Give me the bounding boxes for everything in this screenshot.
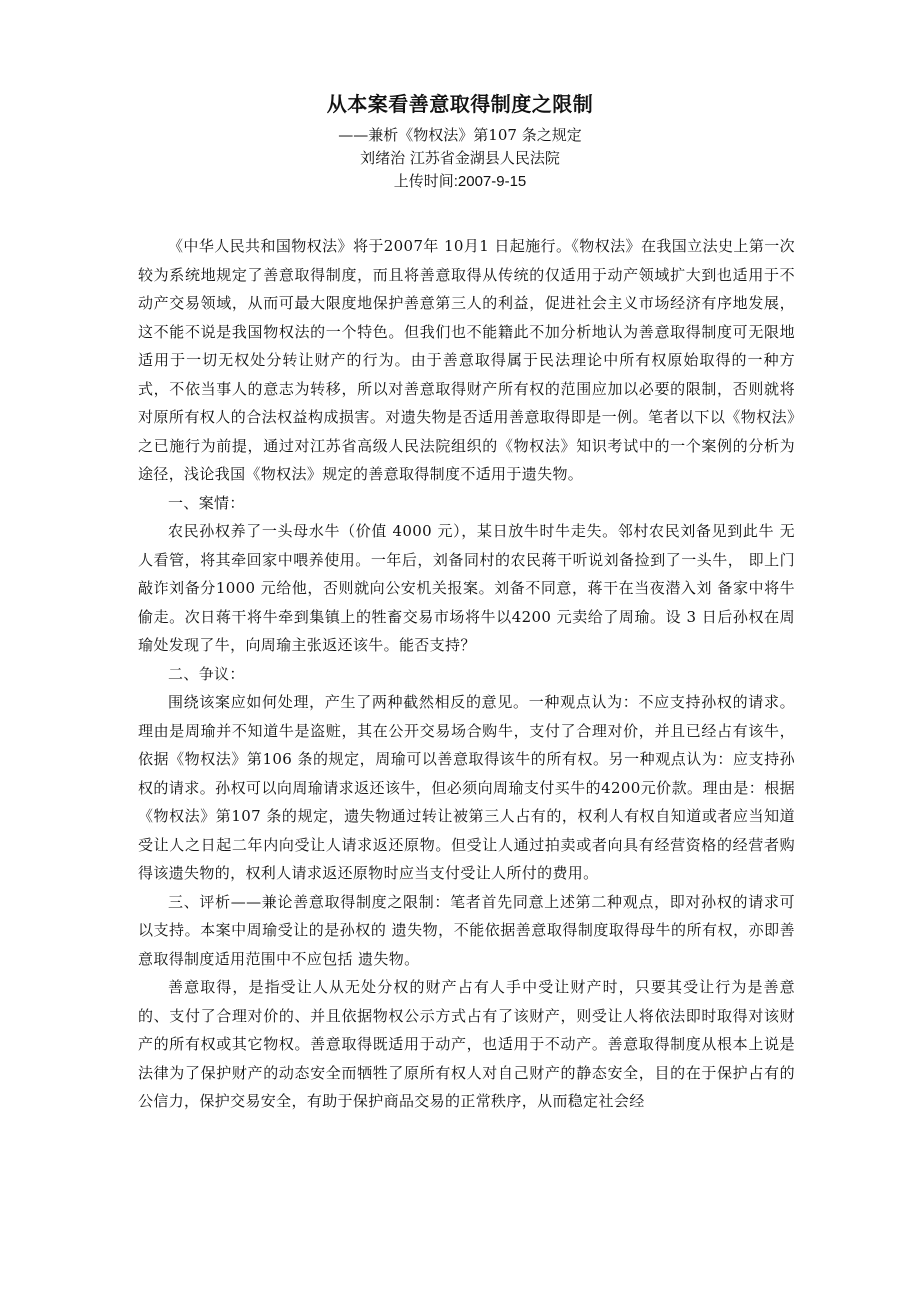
- case-paragraph: 农民孙权养了一头母水牛（价值 4000 元），某日放牛时牛走失。邻村农民刘备见到此牛 无人看管，将其牵回家中喂养使用。一年后，刘备同村的农民蒋干听说刘备捡到了一头牛， 即上门敲诈刘备分1000 元给他，否则就向公安机关报案。刘备不同意，蒋干在当夜潜入刘 备家中将牛偷走。次日蒋干将牛牵到集镇上的牲畜交易市场将牛以4200 元卖给了周瑜。设 3 日后孙权在周瑜处发现了牛，向周瑜主张返还该牛。能否支持？: [138, 522, 795, 654]
- analysis-paragraph: 三、评析——兼论善意取得制度之限制：笔者首先同意上述第二种观点，即对孙权的请求可以支持。本案中周瑜受让的是孙权的 遗失物，不能依据善意取得制度取得母牛的所有权，亦即善意取得制度适用范围中不应包括 遗失物。: [138, 892, 795, 968]
- upload-time: 上传时间:2007-9-15: [393, 173, 527, 190]
- author-line: 刘绪治 江苏省金湖县人民法院: [360, 149, 560, 167]
- document-subtitle: ——兼析《物权法》第107 条之规定: [338, 126, 582, 144]
- dispute-paragraph: 围绕该案应如何处理，产生了两种截然相反的意见。一种观点认为：不应支持孙权的请求。理由是周瑜并不知道牛是盗赃，其在公开交易场合购牛，支付了合理对价，并且已经占有该牛，依据《物权法》第106 条的规定，周瑜可以善意取得该牛的所有权。另一种观点认为：应支持孙权的请求。孙权可以向周瑜请求返还该牛，但必须向周瑜支付买牛的4200元价款。理由是：根据《物权法》第107 条的规定，遗失物通过转让被第三人占有的，权利人有权自知道或者应当知道受让人之日起二年内向受让人请求返还原物。但受让人通过拍卖或者向具有经营资格的经营者购得该遗失物的，权利人请求返还原物时应当支付受让人所付的费用。: [138, 693, 795, 882]
- document-body: [138, 232, 795, 1116]
- document-title: 从本案看善意取得制度之限制: [326, 92, 594, 116]
- section-heading-dispute: 二、争议：: [168, 664, 245, 683]
- good-faith-paragraph: 善意取得，是指受让人从无处分权的财产占有人手中受让财产时，只要其受让行为是善意的、支付了合理对价的、并且依据物权公示方式占有了该财产，则受让人将依法即时取得对该财产的所有权或其它物权。善意取得既适用于动产，也适用于不动产。善意取得制度从根本上说是法律为了保护财产的动态安全而牺牲了原所有权人对自己财产的静态安全，目的在于保护占有的公信力，保护交易安全，有助于保护商品交易的正常秩序，从而稳定社会经: [138, 978, 795, 1110]
- section-heading-case: 一、案情：: [168, 493, 245, 512]
- document-header: [0, 91, 920, 193]
- intro-paragraph: 《中华人民共和国物权法》将于2007年 10月1 日起施行。《物权法》在我国立法史上第一次较为系统地规定了善意取得制度，而且将善意取得从传统的仅适用于动产领域扩大到也适用于不动产交易领域，从而可最大限度地保护善意第三人的利益，促进社会主义市场经济有序地发展，这不能不说是我国物权法的一个特色。但我们也不能籍此不加分析地认为善意取得制度可无限地适用于一切无权处分转让财产的行为。由于善意取得属于民法理论中所有权原始取得的一种方式，不依当事人的意志为转移，所以对善意取得财产所有权的范围应加以必要的限制，否则就将对原所有权人的合法权益构成损害。对遗失物是否适用善意取得即是一例。笔者以下以《物权法》之已施行为前提，通过对江苏省高级人民法院组织的《物权法》知识考试中的一个案例的分析为途径，浅论我国《物权法》规定的善意取得制度不适用于遗失物。: [138, 237, 795, 483]
